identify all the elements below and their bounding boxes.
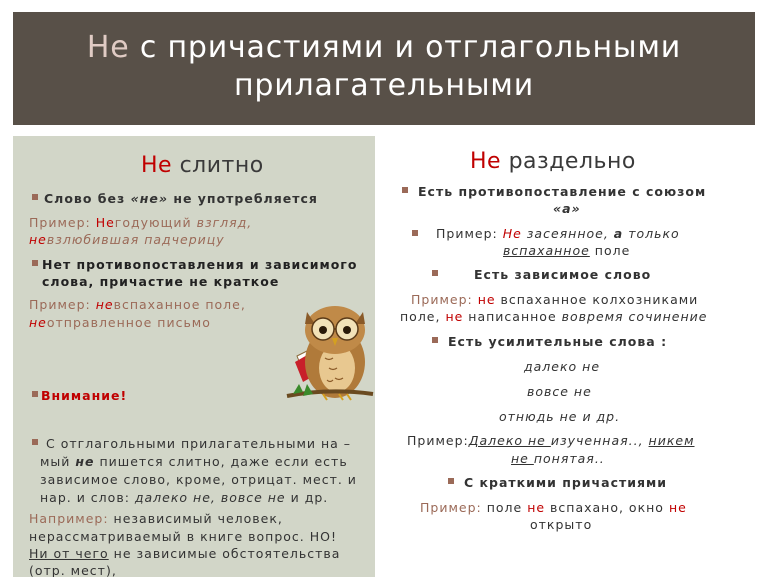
- example-text: не зависимые обстоятельства: [108, 546, 341, 561]
- example-label: Пример:: [407, 433, 469, 448]
- example-label: Пример:: [420, 500, 487, 515]
- intensifier-word-1: далеко не: [524, 359, 601, 374]
- note-text: и др.: [285, 490, 329, 505]
- left-rule-1-ne: «не»: [130, 191, 168, 206]
- example-ne: не: [668, 500, 687, 515]
- right-rule-1-line-2: «а»: [553, 201, 581, 216]
- left-note-line-3: зависимое слово, кроме, отрицат. мест. и: [40, 472, 357, 487]
- left-rule-1: [44, 190, 318, 207]
- example-label: Пример:: [411, 292, 478, 307]
- square-bullet-icon: [32, 194, 38, 200]
- right-heading-text: раздельно: [501, 149, 636, 174]
- left-note-line-2: [40, 453, 348, 470]
- left-heading-text: слитно: [172, 153, 264, 178]
- example-ne: не: [477, 292, 496, 307]
- example-text: отправленное письмо: [46, 315, 211, 330]
- intensifier-word-2: вовсе не: [527, 384, 592, 399]
- example-ne: Не: [95, 215, 115, 230]
- slide-title-line-2: прилагательными: [233, 68, 535, 103]
- left-rule-2-line-2: слова, причастие не краткое: [42, 274, 280, 289]
- example-underlined: не: [511, 451, 534, 466]
- left-example-3-line-3: [29, 545, 340, 562]
- example-conjunction: а: [613, 226, 624, 241]
- example-text: поле: [486, 500, 528, 515]
- example-label: Пример:: [436, 226, 503, 241]
- right-rule-3: Есть усилительные слова :: [448, 334, 668, 349]
- left-example-1b: [29, 231, 225, 248]
- left-note-line-1: С отглагольными прилагательными на –: [46, 436, 352, 451]
- example-text: вспаханное поле,: [113, 297, 246, 312]
- square-bullet-icon: [402, 187, 408, 193]
- intensifier-word-3: отнюдь не и др.: [499, 409, 621, 424]
- note-text: мый: [40, 454, 76, 469]
- owl-reading-book-illustration: [283, 296, 375, 408]
- example-italic: взлюбившая падчерицу: [46, 232, 225, 247]
- slide-title-bar: [13, 12, 755, 125]
- example-label: Например:: [29, 511, 109, 526]
- example-italic: понятая..: [533, 451, 605, 466]
- example-ne: не: [29, 232, 47, 247]
- example-italic: вовремя сочинение: [561, 309, 708, 324]
- example-ne: не: [29, 315, 47, 330]
- right-rule-1-line-1: Есть противопоставление с союзом: [418, 184, 707, 199]
- right-example-1b: [503, 242, 630, 259]
- slide-title-line-1: [13, 29, 755, 67]
- note-ne: не: [75, 454, 95, 469]
- right-heading-ne: Не: [470, 149, 502, 174]
- attention-label: Внимание!: [41, 388, 128, 403]
- left-example-3-line-1: [29, 510, 283, 527]
- example-italic: взгляд,: [196, 215, 253, 230]
- left-panel-fused: [13, 136, 375, 577]
- left-example-2: [29, 296, 246, 313]
- square-bullet-icon: [32, 260, 38, 266]
- example-underlined: никем: [648, 433, 695, 448]
- example-word: годующий: [114, 215, 197, 230]
- example-ne: Не: [502, 226, 522, 241]
- left-note-line-4: [40, 489, 328, 506]
- title-line-1-text: с причастиями и отглагольными: [129, 30, 682, 65]
- title-highlight-ne: Не: [86, 30, 130, 65]
- example-label: Пример:: [29, 215, 96, 230]
- right-rule-4: С краткими причастиями: [464, 475, 667, 490]
- right-example-4: [420, 499, 687, 516]
- left-rule-1-rest: не употребляется: [167, 191, 318, 206]
- right-panel-separate: [378, 136, 755, 577]
- note-text: нар. и слов:: [40, 490, 135, 505]
- example-text: поле,: [400, 309, 446, 324]
- left-example-3-line-4: (отр. мест),: [29, 563, 117, 577]
- example-underlined: Ни от чего: [29, 546, 109, 561]
- example-underlined: Далеко не: [468, 433, 551, 448]
- left-rule-2-line-1: Нет противопоставления и зависимого: [42, 257, 358, 272]
- example-text: написанное: [463, 309, 562, 324]
- right-example-3: [407, 432, 695, 449]
- left-example-2b: [29, 314, 211, 331]
- square-bullet-icon: [448, 478, 454, 484]
- right-example-3b: [511, 450, 605, 467]
- square-bullet-icon: [432, 337, 438, 343]
- example-label: Пример:: [29, 297, 96, 312]
- left-example-3-line-2: нерассматриваемый в книге вопрос. НО!: [29, 529, 338, 544]
- example-ne: не: [445, 309, 464, 324]
- right-rule-2: Есть зависимое слово: [474, 267, 652, 282]
- example-ne: не: [95, 297, 114, 312]
- left-heading-ne: Не: [141, 153, 173, 178]
- example-ne: не: [527, 500, 546, 515]
- note-italic: далеко не, вовсе не: [134, 490, 286, 505]
- owl-icon: [287, 306, 373, 400]
- example-text: поле: [589, 243, 631, 258]
- right-example-4b: открыто: [530, 517, 593, 532]
- square-bullet-icon: [432, 270, 438, 276]
- example-underlined: вспаханное: [503, 243, 590, 258]
- example-text: вспаханное колхозниками: [495, 292, 699, 307]
- example-text: вспахано, окно: [545, 500, 669, 515]
- left-heading: [141, 153, 264, 178]
- example-italic: изученная..,: [550, 433, 649, 448]
- right-heading: [470, 149, 636, 174]
- example-italic: только: [623, 226, 680, 241]
- example-text: независимый человек,: [108, 511, 283, 526]
- right-example-1: [436, 225, 680, 242]
- left-example-1: [29, 214, 252, 231]
- square-bullet-icon: [32, 439, 38, 445]
- right-example-2: [411, 291, 698, 308]
- right-example-2b: [400, 308, 707, 325]
- square-bullet-icon: [32, 391, 38, 397]
- example-italic: засеянное,: [521, 226, 614, 241]
- note-text: пишется слитно, даже если есть: [94, 454, 348, 469]
- square-bullet-icon: [412, 230, 418, 236]
- left-rule-1-text: Слово без: [44, 191, 131, 206]
